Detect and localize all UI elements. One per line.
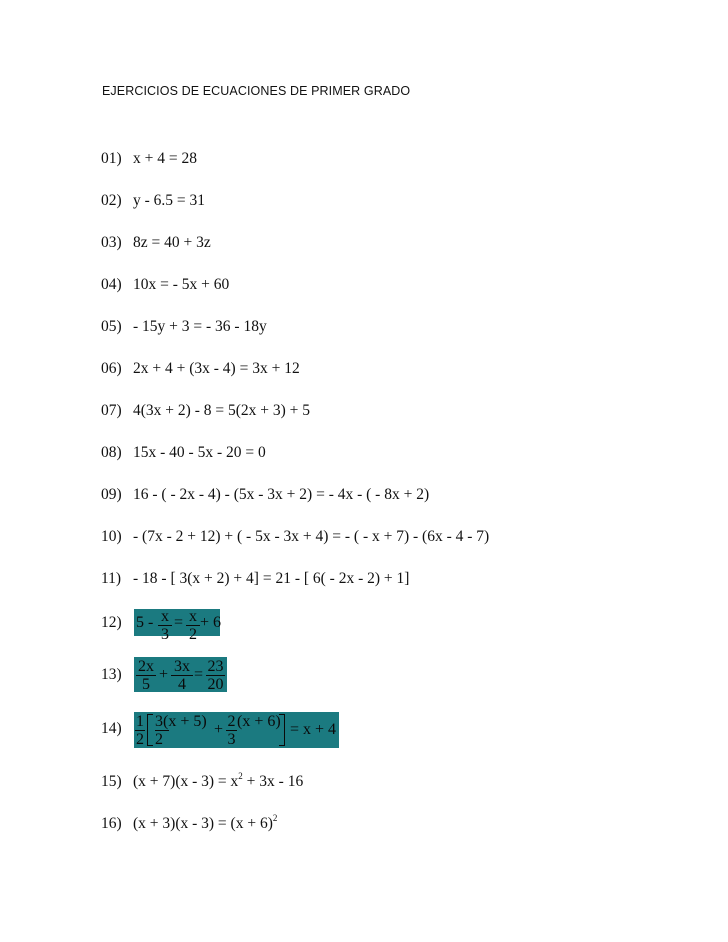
exercise-number: 03) — [101, 234, 122, 251]
math-operator: + — [214, 721, 224, 738]
exercise-number: 10) — [101, 528, 122, 545]
exercise-number: 16) — [101, 815, 122, 832]
equation-image-13 — [134, 657, 227, 692]
math-operator: = — [174, 614, 184, 631]
fraction: 2 3 — [227, 713, 236, 748]
exercise-number: 01) — [101, 150, 122, 167]
exercise-number: 06) — [101, 360, 122, 377]
math-text: (x + 6) — [237, 713, 281, 730]
exercise-10 — [101, 528, 489, 546]
exercise-12 — [101, 614, 133, 632]
math-operator: + — [159, 666, 169, 683]
exponent: 2 — [272, 813, 278, 823]
exercise-07 — [101, 402, 310, 420]
exercise-05 — [101, 318, 267, 336]
exercise-09 — [101, 486, 429, 504]
exercise-01 — [101, 150, 197, 168]
math-text: 5 - — [136, 614, 154, 631]
exercise-16 — [101, 813, 277, 833]
math-operator: = — [194, 666, 204, 683]
equation-text: - 18 - [ 3(x + 2) + 4] = 21 - [ 6( - 2x - 2) + 1] — [133, 570, 410, 587]
exercise-number: 08) — [101, 444, 122, 461]
equation-image-12 — [134, 608, 222, 643]
math-text: = x + 4 — [290, 721, 337, 738]
exercise-13 — [101, 666, 133, 684]
equation-text: 10x = - 5x + 60 — [133, 276, 230, 293]
equation-text: x + 4 = 28 — [133, 150, 197, 167]
fraction: 1 2 — [136, 713, 144, 748]
fraction: 3(x + 5) 2 — [155, 713, 207, 748]
fraction: 23 20 — [207, 658, 224, 693]
fraction: x 3 — [158, 608, 172, 643]
exercise-06 — [101, 360, 300, 378]
equation-text: 16 - ( - 2x - 4) - (5x - 3x + 2) = - 4x - ( - 8x + 2) — [133, 486, 430, 503]
exercise-number: 07) — [101, 402, 122, 419]
equation-text: $(x + 7)(x - 3) = x^2 + 3x - 16$ — [133, 771, 304, 790]
exercise-02 — [101, 192, 205, 210]
left-bracket — [147, 714, 153, 746]
exercise-number: 09) — [101, 486, 122, 503]
exercise-number: 15) — [101, 773, 122, 790]
fraction: x 2 — [186, 608, 200, 643]
exponent: 2 — [238, 771, 243, 781]
equation-text: - 15y + 3 = - 36 - 18y — [133, 318, 267, 335]
exercise-03 — [101, 234, 211, 252]
equation-text: $(x + 3)(x - 3) = (x + 6)^2$ — [133, 813, 278, 832]
exercise-number: 13) — [101, 666, 122, 683]
equation-text: y - 6.5 = 31 — [133, 192, 206, 209]
exercise-number: 04) — [101, 276, 122, 293]
exercise-15 — [101, 771, 303, 791]
equation-text: 15x - 40 - 5x - 20 = 0 — [133, 444, 266, 461]
exercise-number: 05) — [101, 318, 122, 335]
right-bracket — [279, 714, 285, 746]
exercise-number: 02) — [101, 192, 122, 209]
fraction: 3x 4 — [171, 658, 193, 693]
exercise-number: 12) — [101, 614, 122, 631]
exercise-08 — [101, 444, 266, 462]
equation-text: 4(3x + 2) - 8 = 5(2x + 3) + 5 — [133, 402, 311, 419]
fraction: 2x 5 — [138, 658, 154, 693]
exercise-04 — [101, 276, 229, 294]
equation-text: - (7x - 2 + 12) + ( - 5x - 3x + 4) = - ( - x + 7) - (6x - 4 - 7) — [133, 528, 490, 545]
equation-text: 2x + 4 + (3x - 4) = 3x + 12 — [133, 360, 300, 377]
page-title: EJERCICIOS DE ECUACIONES DE PRIMER GRADO — [102, 84, 411, 98]
equation-text: 8z = 40 + 3z — [133, 234, 211, 251]
equation-image-14 — [134, 712, 339, 748]
exercise-number: 11) — [101, 570, 122, 587]
exercise-11 — [101, 570, 409, 588]
math-text: + 6 — [200, 614, 222, 631]
exercise-14 — [101, 720, 133, 738]
exercise-number: 14) — [101, 720, 122, 737]
